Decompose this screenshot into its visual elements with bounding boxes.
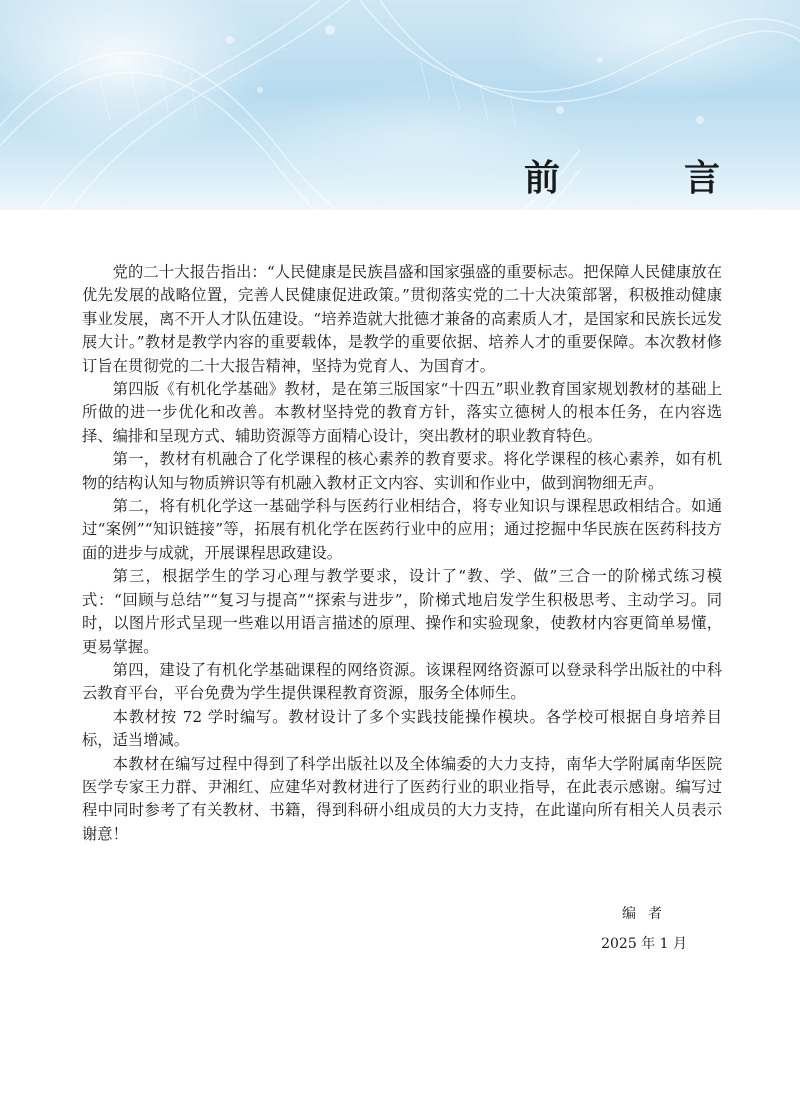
paragraph: 第四，建设了有机化学基础课程的网络资源。该课程网络资源可以登录科学出版社的中科云教育平台，平台免费为学生提供课程教育资源，服务全体师生。 xyxy=(82,660,722,703)
paragraph: 党的二十大报告指出：“人民健康是民族昌盛和国家强盛的重要标志。把保障人民健康放在优先发展的战略位置，完善人民健康促进政策。”贯彻落实党的二十大决策部署，积极推动健康事业发展，离不开人才队伍建设。“培养造就大批德才兼备的高素质人才，是国家和民族长远发展大计。”教材是教学内容的重要载体，是教学的重要依据、培养人才的重要保障。本次教材修订旨在贯彻党的二十大报告精神，坚持为党育人、为国育才。 xyxy=(82,263,722,375)
paragraph: 本教材按 72 学时编写。教材设计了多个实践技能操作模块。各学校可根据自身培养目标，适当增减。 xyxy=(82,707,722,750)
header-banner xyxy=(0,0,800,210)
paragraph: 第一，教材有机融合了化学课程的核心素养的教育要求。将化学课程的核心素养，如有机物的结构认知与物质辨识等有机融入教材正文内容、实训和作业中，做到润物细无声。 xyxy=(82,450,722,492)
paragraph: 第二，将有机化学这一基础学科与医药行业相结合，将专业知识与课程思政相结合。如通过“案例”“知识链接”等，拓展有机化学在医药行业中的应用；通过挖掘中华民族在医药科技方面的进步与成就，开展课程思政建设。 xyxy=(82,497,722,562)
paragraph: 第三，根据学生的学习心理与教学要求，设计了“教、学、做”三合一的阶梯式练习模式：“回顾与总结”“复习与提高”“探索与进步”，阶梯式地启发学生积极思考、主动学习。同时，以图片形式呈现一些难以用语言描述的原理、操作和实验现象，使教材内容更简单易懂，更易掌握。 xyxy=(82,567,722,656)
paragraph: 本教材在编写过程中得到了科学出版社以及全体编委的大力支持，南华大学附属南华医院医学专家王力群、尹湘红、应建华对教材进行了医药行业的职业指导，在此表示感谢。编写过程中同时参考了有关教材、书籍，得到科研小组成员的大力支持，在此谨向所有相关人员表示谢意！ xyxy=(82,754,722,843)
page-title: 前 言 xyxy=(523,157,764,199)
author-signature: 编者 xyxy=(622,906,674,922)
paragraph: 第四版《有机化学基础》教材，是在第三版国家“十四五”职业教育国家规划教材的基础上所做的进一步优化和改善。本教材坚持党的教育方针，落实立德树人的根本任务，在内容选择、编排和呈现方式、辅助资源等方面精心设计，突出教材的职业教育特色。 xyxy=(82,380,722,445)
preface-body xyxy=(82,261,722,846)
signature-date: 2025 年 1 月 xyxy=(601,936,687,952)
